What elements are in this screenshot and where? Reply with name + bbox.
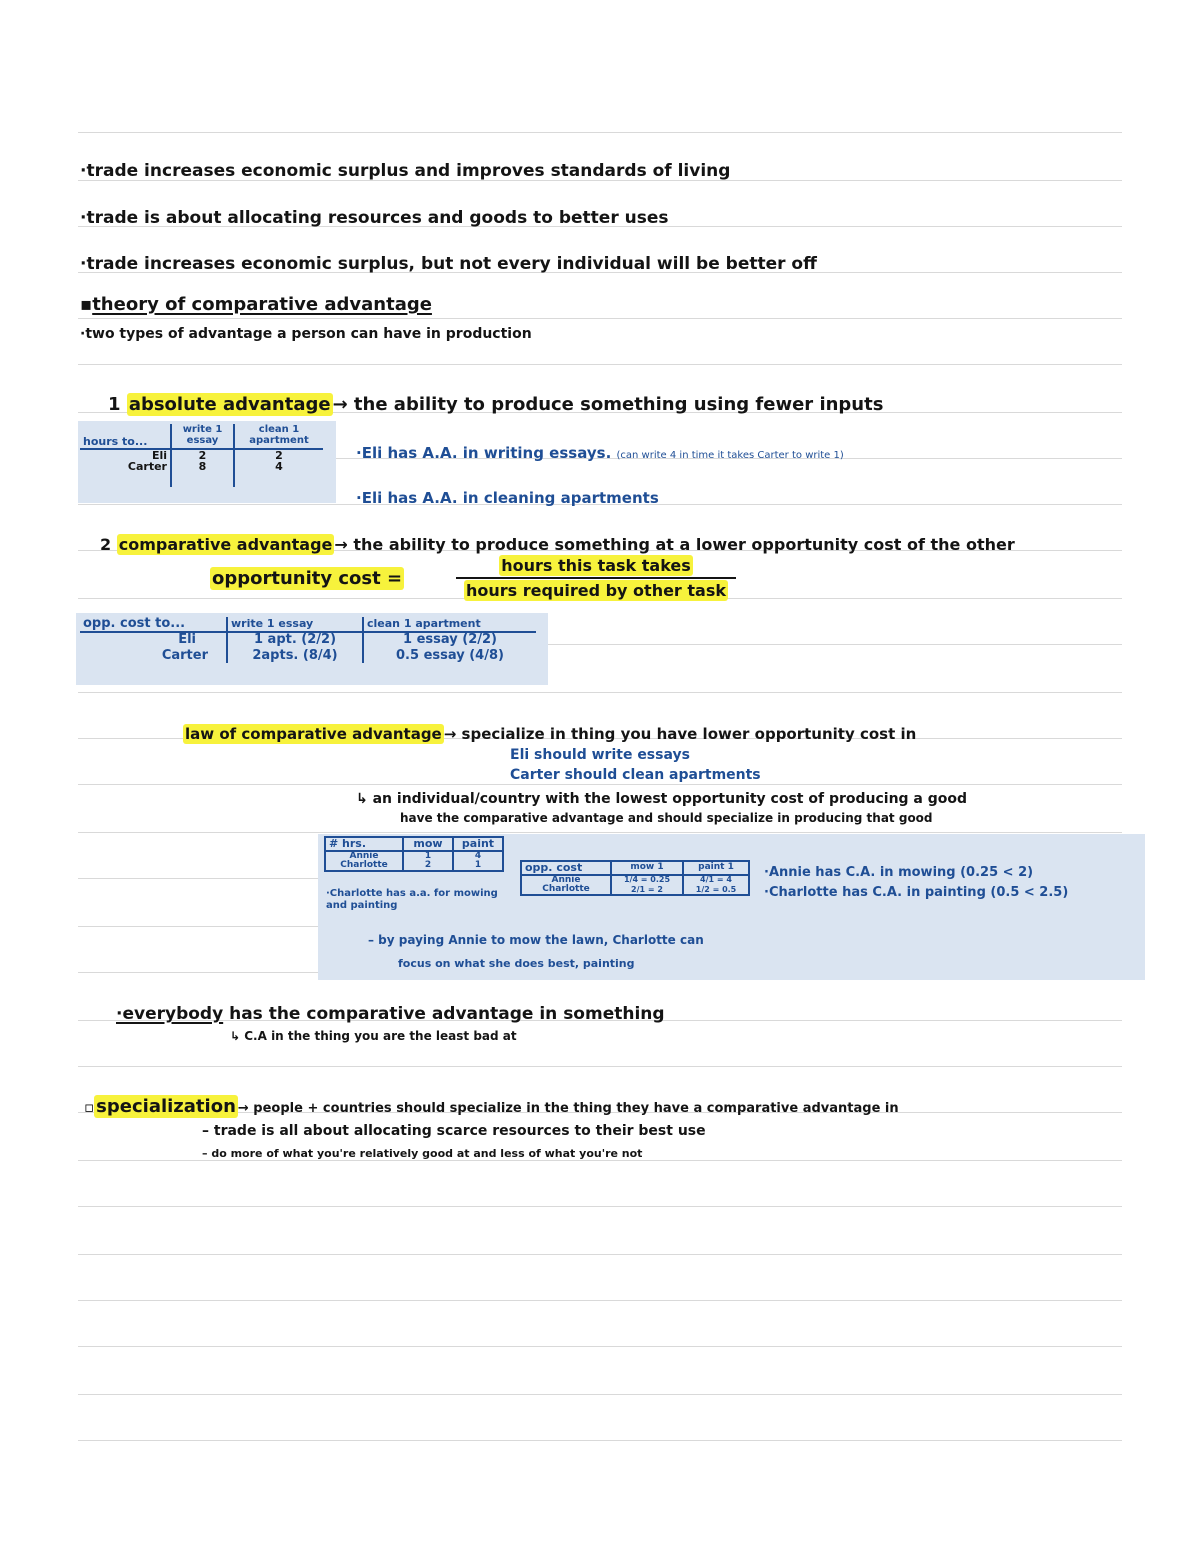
comparative-advantage-definition: → the ability to produce something at a lower opportunity cost of the other <box>334 535 1015 554</box>
table-cell: 0.5 essay (4/8) <box>396 648 504 664</box>
charlotte-aa-note: ·Charlotte has a.a. for mowing and painting <box>326 888 498 911</box>
specialization-definition: → people + countries should specialize in the thing they have a comparative advantage in <box>237 1101 899 1116</box>
comparative-advantage-good-note: have the comparative advantage and should specialize in producing that good <box>400 811 933 825</box>
everybody-ca-note <box>116 1006 665 1023</box>
everybody-text: has the comparative advantage in something <box>223 1004 665 1024</box>
table-cell: 1/2 = 0.5 <box>695 884 737 894</box>
comparative-advantage-term: comparative advantage <box>118 535 333 554</box>
table-col-header: clean 1 apartment <box>234 424 323 449</box>
fraction-numerator: hours this task takes <box>501 556 691 575</box>
paying-annie-note: – by paying Annie to mow the lawn, Charlotte can <box>368 933 704 947</box>
table-cell: 1 apt. (2/2) <box>227 632 363 647</box>
table-cell: 2 <box>171 449 234 462</box>
table-row-label: Charlotte <box>521 885 611 895</box>
absolute-advantage-definition: → the ability to produce something using fewer inputs <box>332 394 884 415</box>
table-col-header: clean 1 apartment <box>363 617 536 632</box>
eli-should-note: Eli should write essays <box>510 747 690 763</box>
charlotte-ca-note: ·Charlotte has C.A. in painting (0.5 < 2.5) <box>764 885 1069 900</box>
do-more-note: – do more of what you're relatively good at and less of what you're not <box>202 1147 643 1160</box>
table-cell: 2 <box>403 861 453 871</box>
everybody-term: ·everybody <box>116 1004 224 1024</box>
opportunity-cost-table <box>76 613 548 685</box>
table-row-label: Carter <box>80 461 171 487</box>
table-row-label: Carter <box>80 646 227 663</box>
absolute-advantage-heading <box>108 396 883 414</box>
opp-cost-mow-paint-table <box>520 860 750 896</box>
bullet-square-icon: ▫ <box>84 1098 95 1116</box>
focus-painting-note: focus on what she does best, painting <box>398 957 635 970</box>
eli-aa-apartments-note: ·Eli has A.A. in cleaning apartments <box>356 489 659 507</box>
opportunity-cost-fraction <box>456 556 736 600</box>
item-number: 2 <box>100 535 112 554</box>
table-col-header: paint <box>453 837 503 851</box>
table-corner: opp. cost to... <box>80 617 227 632</box>
table-col-header: mow 1 <box>611 861 683 875</box>
table-row-label: Charlotte <box>325 861 403 871</box>
table-row-label: Annie <box>325 851 403 861</box>
table-cell: 8 <box>171 461 234 487</box>
table-col-header: mow <box>403 837 453 851</box>
opportunity-cost-label <box>210 570 404 588</box>
hours-table <box>324 836 504 872</box>
table-cell: 4/1 = 4 <box>700 875 732 885</box>
least-bad-note: ↳ C.A in the thing you are the least bad at <box>230 1029 517 1043</box>
item-number: 1 <box>108 394 121 415</box>
table-cell: 1 essay (2/2) <box>403 631 497 647</box>
table-cell: 4 <box>474 850 482 861</box>
comparative-advantage-heading <box>100 537 1015 553</box>
table-cell: 2 <box>275 448 283 462</box>
law-of-ca-definition: → specialize in thing you have lower opportunity cost in <box>443 725 917 743</box>
table-col-header: write 1 essay <box>227 617 363 632</box>
table-cell: 1/4 = 0.25 <box>611 875 683 885</box>
bullet-trade-allocating: ·trade is about allocating resources and goods to better uses <box>80 208 669 228</box>
table-corner: # hrs. <box>325 837 403 851</box>
table-cell: 1 <box>403 851 453 861</box>
table-cell: 2/1 = 2 <box>611 885 683 895</box>
trade-scarce-resources-note: – trade is all about allocating scarce resources to their best use <box>202 1123 706 1139</box>
table-cell: 4 <box>275 460 283 474</box>
eli-aa-essays-text: ·Eli has A.A. in writing essays. <box>356 444 612 462</box>
carter-should-note: Carter should clean apartments <box>510 767 761 783</box>
bullet-square-icon: ▪ <box>80 294 93 315</box>
absolute-advantage-table <box>78 421 336 503</box>
table-row-label: Annie <box>521 875 611 885</box>
specialization-heading <box>84 1098 899 1116</box>
section-theory-title <box>80 296 432 314</box>
two-types-note: ·two types of advantage a person can have in production <box>80 326 532 342</box>
law-of-ca-heading <box>183 727 916 742</box>
lowest-opp-cost-note: ↳ an individual/country with the lowest opportunity cost of producing a good <box>356 791 968 807</box>
eli-aa-essays-aside: (can write 4 in time it takes Carter to write 1) <box>616 450 844 461</box>
section-theory-title-text: theory of comparative advantage <box>92 294 432 315</box>
annie-charlotte-example <box>318 834 1145 980</box>
fraction-denominator: hours required by other task <box>466 581 726 600</box>
annie-ca-note: ·Annie has C.A. in mowing (0.25 < 2) <box>764 865 1034 880</box>
bullet-trade-surplus: ·trade increases economic surplus and improves standards of living <box>80 161 731 181</box>
law-of-ca-term: law of comparative advantage <box>185 725 442 743</box>
table-corner: opp. cost <box>521 861 611 875</box>
bullet-not-every-individual: ·trade increases economic surplus, but not every individual will be better off <box>80 254 817 274</box>
specialization-term: specialization <box>96 1096 236 1117</box>
opportunity-cost-term: opportunity cost = <box>212 568 403 589</box>
table-col-header: paint 1 <box>683 861 749 875</box>
absolute-advantage-term: absolute advantage <box>128 394 331 415</box>
table-cell: 1 <box>474 859 482 870</box>
table-corner: hours to... <box>80 424 171 449</box>
table-row-label: Eli <box>80 632 227 647</box>
table-cell: 2apts. (8/4) <box>227 646 363 663</box>
eli-aa-essays-note <box>356 446 844 461</box>
table-row-label: Eli <box>80 449 171 462</box>
table-col-header: write 1 essay <box>171 424 234 449</box>
